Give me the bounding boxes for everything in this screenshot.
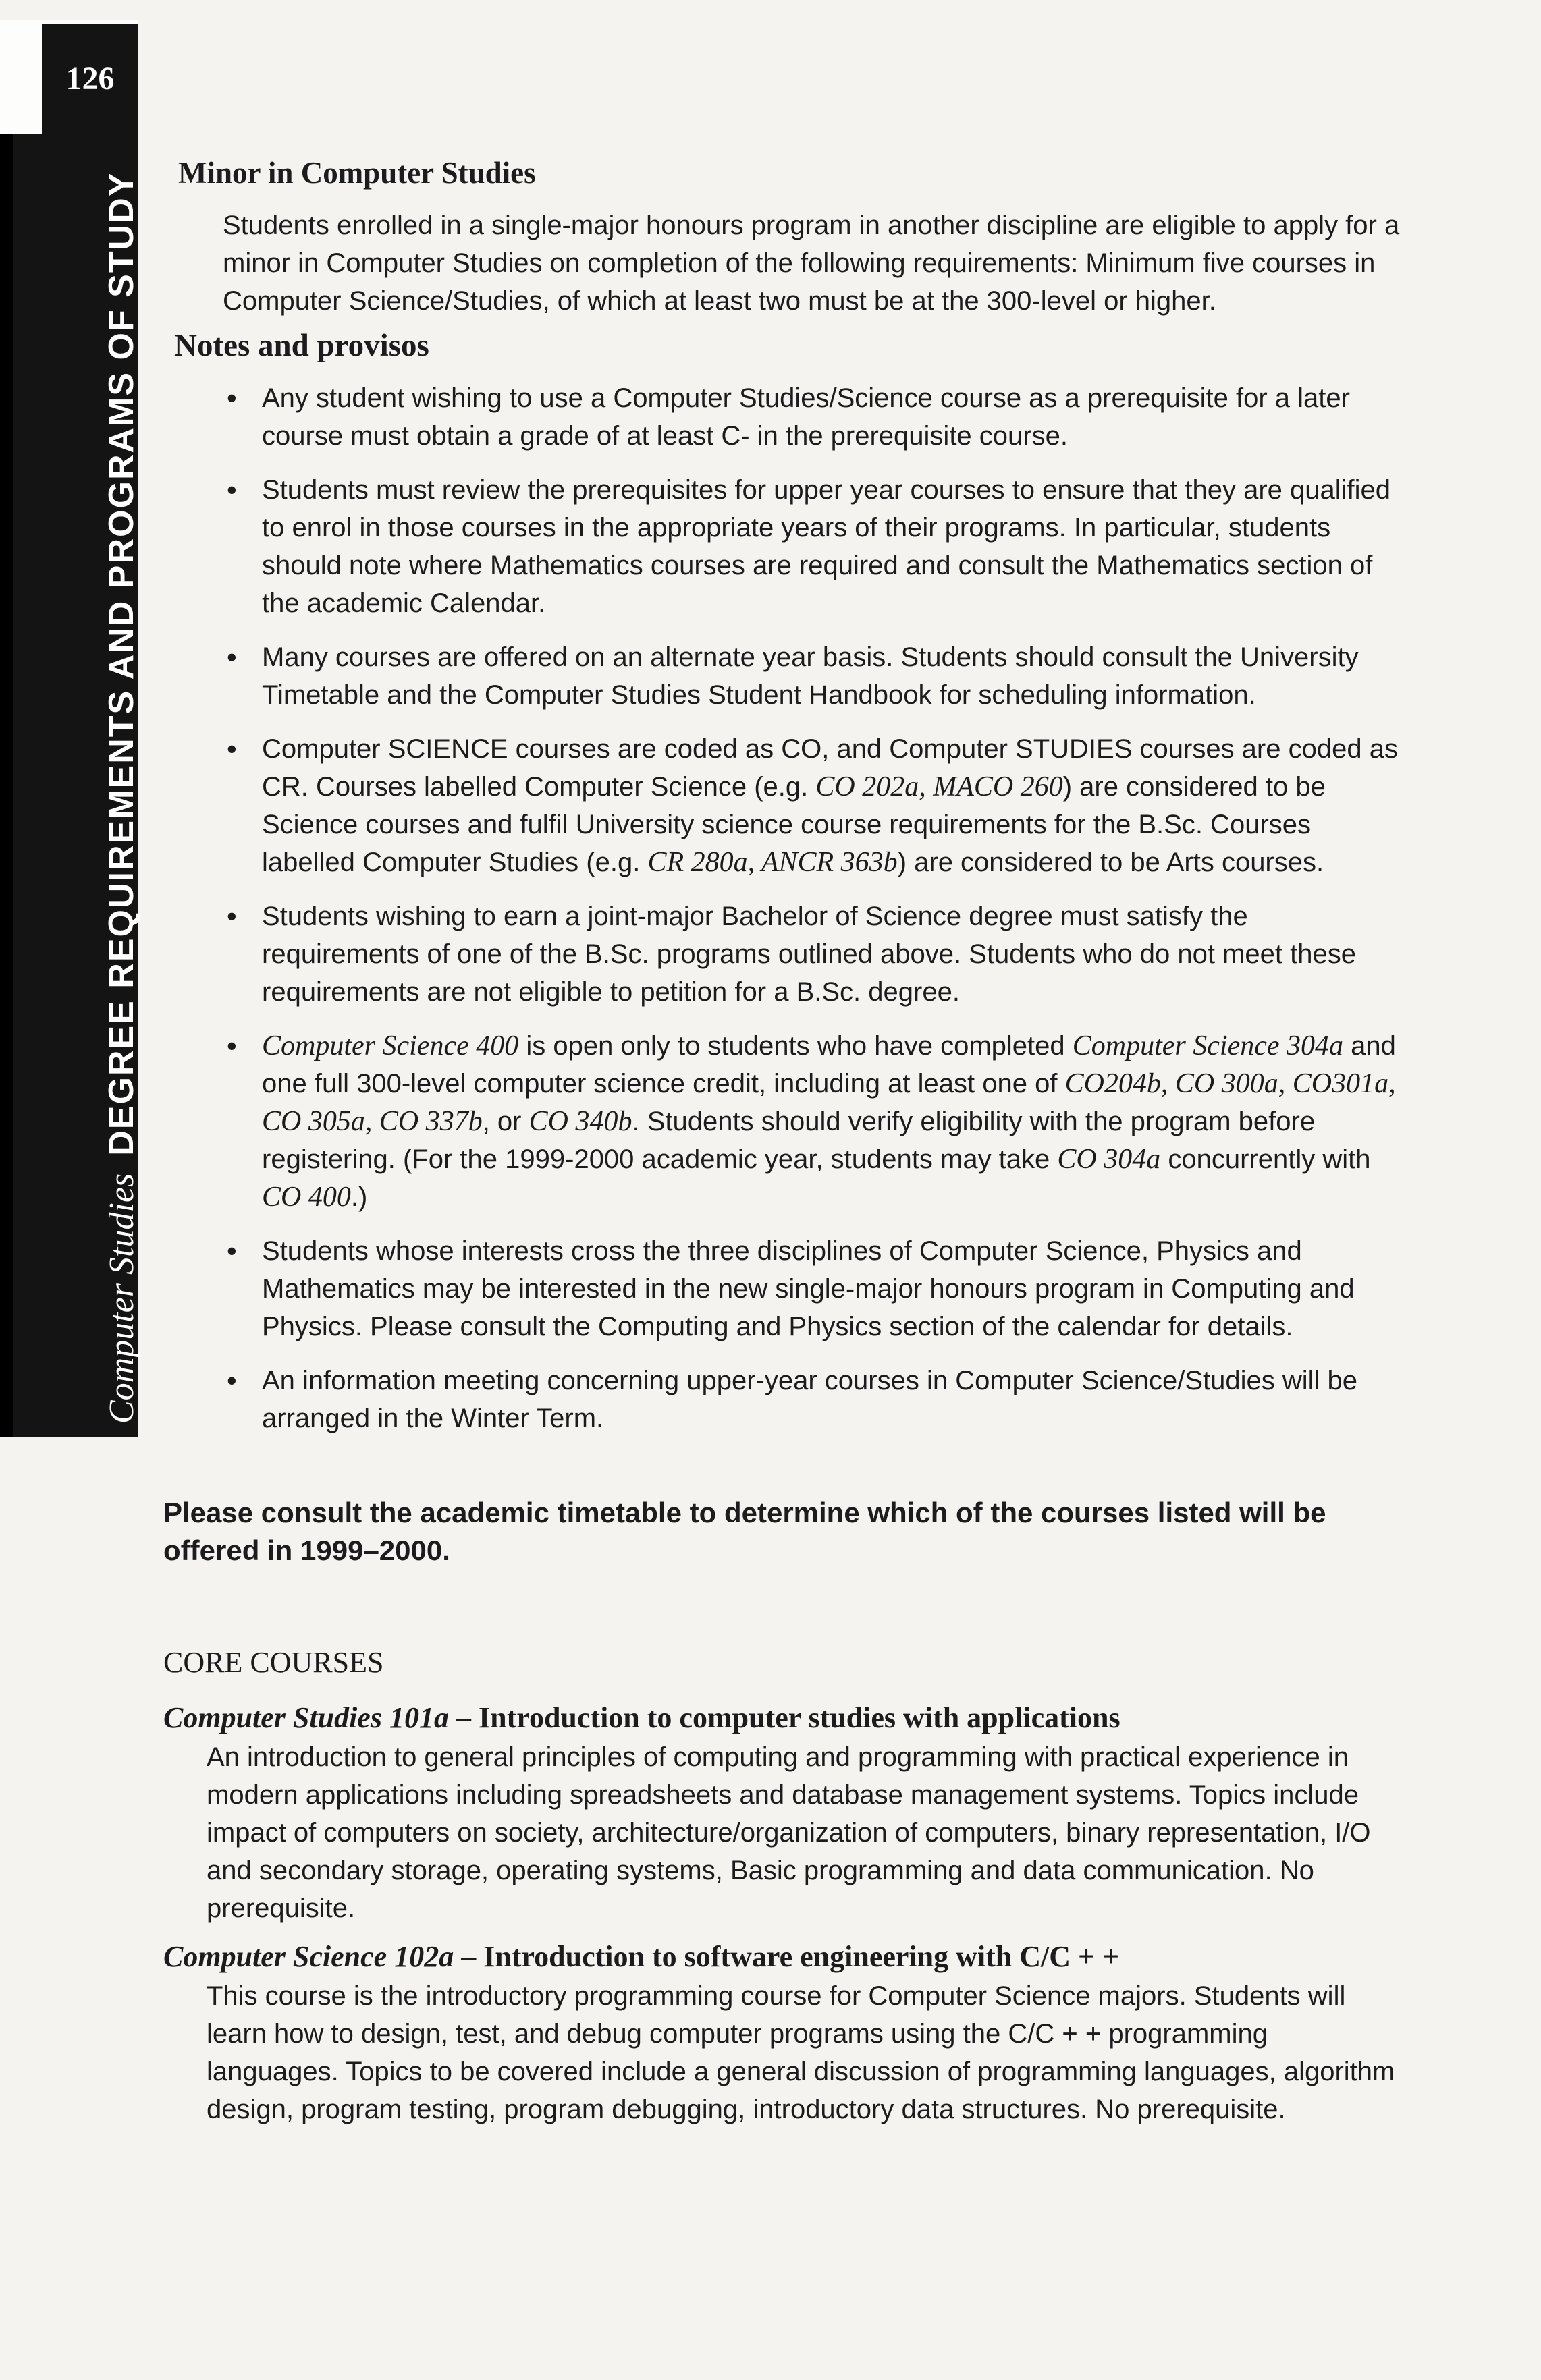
note-text: is open only to students who have completed	[518, 1031, 1073, 1061]
running-head-edge	[0, 134, 13, 1437]
note-italic-text: Computer Science 400	[262, 1030, 519, 1061]
running-head-subject: Computer Studies	[103, 1173, 141, 1424]
note-text: Any student wishing to use a Computer Studies/Science course as a prerequisite for a later course must obtain a grade of at least C- in the prerequisite course.	[262, 383, 1350, 451]
note-text: Many courses are offered on an alternate year basis. Students should consult the University Timetable and the Computer Studies Student Handbook for scheduling information.	[262, 642, 1359, 710]
course-code: Computer Science 102a	[163, 1940, 454, 1973]
note-text: Students must review the prerequisites for upper year courses to ensure that they are qualified to enrol in those courses in the appropriate years of their programs. In particular, students should note where Mathematics courses are required and consult the Mathematics section of the academic Calendar.	[262, 475, 1391, 618]
note-text: An information meeting concerning upper-year courses in Computer Science/Studies will be arranged in the Winter Term.	[262, 1366, 1358, 1433]
note-text: ) are considered to be Arts courses.	[897, 848, 1324, 877]
note-italic-text: CR 280a, ANCR 363b	[647, 847, 898, 878]
page-number: 126	[42, 24, 138, 134]
notes-title: Notes and provisos	[174, 328, 429, 363]
note-item	[162, 1362, 1404, 1437]
core-courses-heading: CORE COURSES	[163, 1646, 384, 1679]
course-dash: –	[448, 1701, 479, 1734]
note-item	[162, 379, 1404, 455]
minor-section	[162, 154, 1404, 320]
course-list	[162, 1698, 1404, 2128]
running-head-section: DEGREE REQUIREMENTS AND PROGRAMS OF STUDY	[102, 171, 141, 1156]
note-item	[162, 1027, 1404, 1216]
course-title: Introduction to computer studies with applications	[478, 1701, 1120, 1734]
main-content	[162, 154, 1404, 2138]
note-text: ) are considered to be Science courses and fulfil University science course requirements for the B.Sc. Courses labelled Computer Studies (e.g.	[262, 772, 1326, 877]
course-entry	[162, 1698, 1404, 1927]
note-text: concurrently with	[1160, 1144, 1371, 1174]
notes-section	[162, 327, 1404, 1437]
note-italic-text: CO204b, CO 300a, CO301a, CO 305a, CO 337b	[262, 1068, 1396, 1137]
note-italic-text: CO 304a	[1057, 1144, 1161, 1175]
course-code: Computer Studies 101a	[163, 1701, 449, 1734]
note-item	[162, 730, 1404, 881]
course-description: An introduction to general principles of computing and programming with practical experience in modern applications including spreadsheets and database management systems. Topics include impact of computers on society, architecture/organization of computers, binary representation, I/O and secondary storage, operating systems, Basic programming and data communication. No prerequisite.	[207, 1742, 1371, 1923]
note-item	[162, 638, 1404, 714]
note-text: and one full 300-level computer science credit, including at least one of	[262, 1031, 1396, 1099]
note-item	[162, 471, 1404, 622]
course-title-line	[163, 1937, 1404, 1977]
note-italic-text: CO 340b	[529, 1106, 632, 1137]
note-italic-text: CO 400	[262, 1182, 351, 1213]
note-item	[162, 1232, 1404, 1346]
note-text: Students whose interests cross the three disciplines of Computer Science, Physics and Mathematics may be interested in the new single-major honours program in Computing and Physics. Please consult the Computing and Physics section of the calendar for details.	[262, 1236, 1355, 1341]
course-description: This course is the introductory programming course for Computer Science majors. Students will learn how to design, test, and debug computer programs using the C/C + + programming languages. Topics to be covered include a general discussion of programming languages, algorithm design, program testing, program debugging, introductory data structures. No prerequisite.	[207, 1981, 1395, 2124]
note-italic-text: Computer Science 304a	[1072, 1030, 1344, 1061]
running-head	[101, 172, 142, 1424]
note-text: , or	[482, 1107, 529, 1136]
course-entry	[162, 1937, 1404, 2128]
notes-list	[162, 379, 1404, 1437]
course-title-line	[163, 1698, 1404, 1738]
minor-title: Minor in Computer Studies	[178, 156, 536, 190]
note-text: . Students should verify eligibility with the program before registering. (For the 1999-2000 academic year, students may take	[262, 1107, 1316, 1174]
course-dash: –	[454, 1940, 484, 1973]
minor-body: Students enrolled in a single-major honours program in another discipline are eligible to apply for a minor in Computer Studies on completion of the following requirements: Minimum five courses in Computer Science/Studies, of which at least two must be at the 300-level or higher.	[223, 211, 1400, 316]
note-italic-text: CO 202a, MACO 260	[815, 771, 1063, 802]
note-text: Students wishing to earn a joint-major Bachelor of Science degree must satisfy the requirements of one of the B.Sc. programs outlined above. Students who do not meet these requirements are not eligible to petition for a B.Sc. degree.	[262, 902, 1356, 1007]
note-text: Computer SCIENCE courses are coded as CO, and Computer STUDIES courses are coded as CR. Courses labelled Computer Science (e.g.	[262, 734, 1398, 802]
note-text: .)	[350, 1182, 368, 1212]
course-title: Introduction to software engineering with C/C + +	[483, 1940, 1120, 1973]
consult-notice: Please consult the academic timetable to determine which of the courses listed will be offered in 1999–2000.	[163, 1497, 1326, 1566]
note-item	[162, 897, 1404, 1011]
